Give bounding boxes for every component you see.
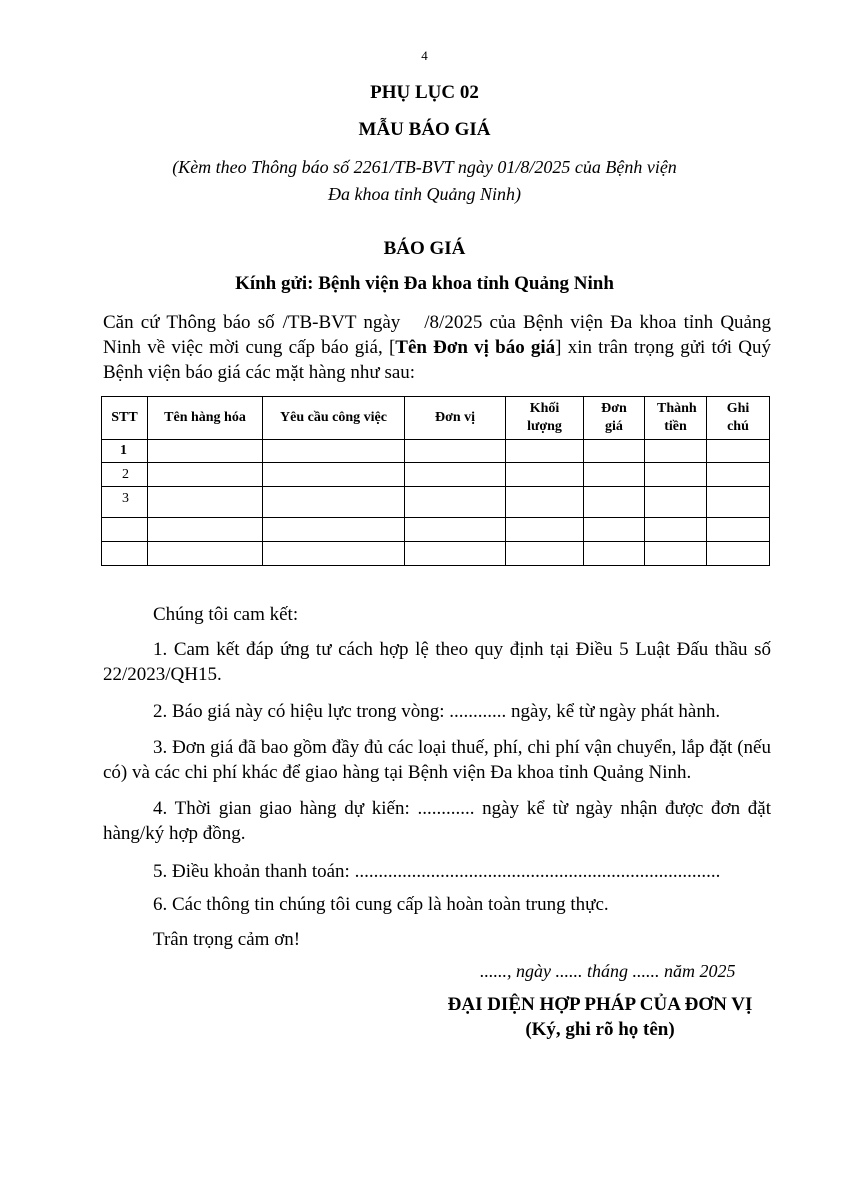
- date-line: ......, ngày ...... tháng ...... năm 2025: [480, 961, 736, 981]
- header-note: Ghi chú: [707, 397, 770, 440]
- reference-note: [0, 154, 849, 208]
- quote-title: BÁO GIÁ: [383, 238, 466, 259]
- commitment-item-4: 4. Thời gian giao hàng dự kiến: ............ ngày kể từ ngày nhận được đơn đặt hàng/ký hợp đồng.: [103, 798, 771, 844]
- header-stt: STT: [102, 397, 148, 440]
- row-number: 3: [102, 487, 148, 518]
- table-row: [102, 440, 770, 463]
- row-number: 2: [102, 463, 148, 487]
- closing-line: Trân trọng cảm ơn!: [153, 929, 301, 950]
- commitment-intro: Chúng tôi cam kết:: [153, 604, 299, 625]
- header-unit: Đơn vị: [405, 397, 506, 440]
- commitment-item-3: 3. Đơn giá đã bao gồm đầy đủ các loại thuế, phí, chi phí vận chuyển, lắp đặt (nếu có) và các chi phí khác để giao hàng tại Bệnh viện Đa khoa tỉnh Quảng Ninh.: [103, 737, 771, 783]
- commitment-item-1: 1. Cam kết đáp ứng tư cách hợp lệ theo quy định tại Điều 5 Luật Đấu thầu số 22/2023/QH15.: [103, 639, 771, 685]
- header-item-name: Tên hàng hóa: [148, 397, 263, 440]
- quote-table: [101, 396, 770, 566]
- intro-part-3: /8/2025 của Bệnh viện Đa khoa tỉnh Quảng Ninh về việc mời cung cấp báo giá, [: [103, 312, 771, 358]
- row-number: 1: [102, 440, 148, 463]
- intro-part-4: ] xin trân trọng gửi tới Quý Bệnh viện báo giá các mặt hàng như sau:: [103, 337, 771, 383]
- intro-part-1: Căn cứ Thông báo số: [103, 312, 275, 333]
- reference-line-2: Đa khoa tỉnh Quảng Ninh): [328, 184, 521, 204]
- table-header-row: [102, 397, 770, 440]
- form-title: MẪU BÁO GIÁ: [358, 119, 491, 140]
- commitment-item-2: 2. Báo giá này có hiệu lực trong vòng: ............ ngày, kể từ ngày phát hành.: [153, 701, 721, 722]
- header-amount: Thành tiền: [645, 397, 707, 440]
- table-row: [102, 518, 770, 542]
- signer-note: (Ký, ghi rõ họ tên): [525, 1019, 675, 1040]
- table-row: [102, 542, 770, 566]
- table-row: [102, 487, 770, 518]
- intro-paragraph: [103, 310, 771, 385]
- signer-title: ĐẠI DIỆN HỢP PHÁP CỦA ĐƠN VỊ: [447, 994, 753, 1015]
- table-row: [102, 463, 770, 487]
- header-quantity: Khối lượng: [506, 397, 584, 440]
- intro-part-2: /TB-BVT ngày: [282, 312, 401, 333]
- page-number: 4: [421, 48, 428, 63]
- appendix-title: PHỤ LỤC 02: [370, 82, 479, 103]
- addressee: Kính gửi: Bệnh viện Đa khoa tỉnh Quảng Ninh: [235, 273, 614, 294]
- reference-line-1: (Kèm theo Thông báo số 2261/TB-BVT ngày 01/8/2025 của Bệnh viện: [172, 157, 677, 177]
- header-work-requirement: Yêu cầu công việc: [263, 397, 405, 440]
- commitment-item-6: 6. Các thông tin chúng tôi cung cấp là hoàn toàn trung thực.: [153, 894, 609, 915]
- header-unit-price: Đơn giá: [584, 397, 645, 440]
- commitment-item-5: 5. Điều khoản thanh toán: .............................................................................: [153, 861, 721, 882]
- unit-name-placeholder: Tên Đơn vị báo giá: [395, 337, 556, 358]
